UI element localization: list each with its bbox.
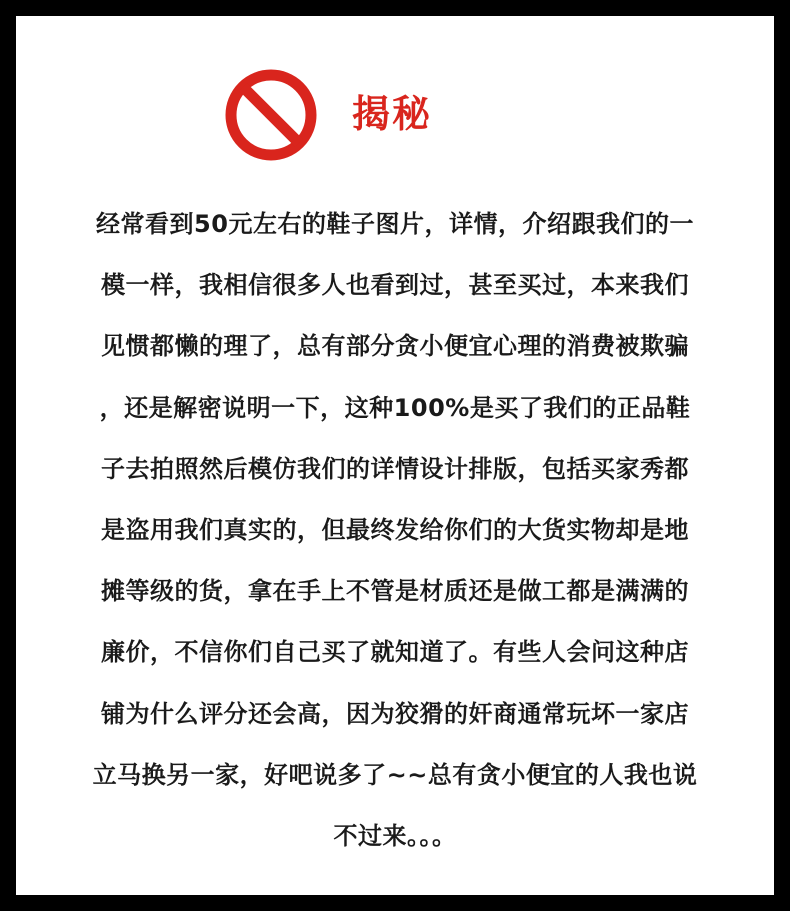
text-line: 铺为什么评分还会高，因为狡猾的奸商通常玩坏一家店 bbox=[101, 699, 689, 728]
text-line: 摊等级的货，拿在手上不管是材质还是做工都是满满的 bbox=[101, 577, 689, 606]
text-line: 立马换另一家，好吧说多了~~总有贪小便宜的人我也说 bbox=[92, 760, 698, 789]
text-line: 是盗用我们真实的，但最终发给你们的大货实物却是地 bbox=[101, 515, 689, 544]
text-line: 见惯都懒的理了，总有部分贪小便宜心理的消费被欺骗 bbox=[101, 332, 689, 361]
text-line: 不过来。。。 bbox=[333, 821, 457, 850]
prohibited-icon bbox=[224, 68, 318, 162]
text-line: 廉价，不信你们自己买了就知道了。有些人会问这种店 bbox=[101, 638, 689, 667]
header bbox=[224, 68, 644, 164]
content-card bbox=[16, 16, 774, 895]
text-line: 子去拍照然后模仿我们的详情设计排版，包括买家秀都 bbox=[101, 454, 689, 483]
page-title: 揭秘 bbox=[352, 92, 433, 136]
text-line: 模一样，我相信很多人也看到过，甚至买过，本来我们 bbox=[101, 271, 689, 300]
text-line: 经常看到50元左右的鞋子图片，详情，介绍跟我们的一 bbox=[96, 210, 694, 238]
text-line: ，还是解密说明一下，这种100%是买了我们的正品鞋 bbox=[99, 393, 691, 422]
body-paragraph bbox=[68, 194, 722, 867]
